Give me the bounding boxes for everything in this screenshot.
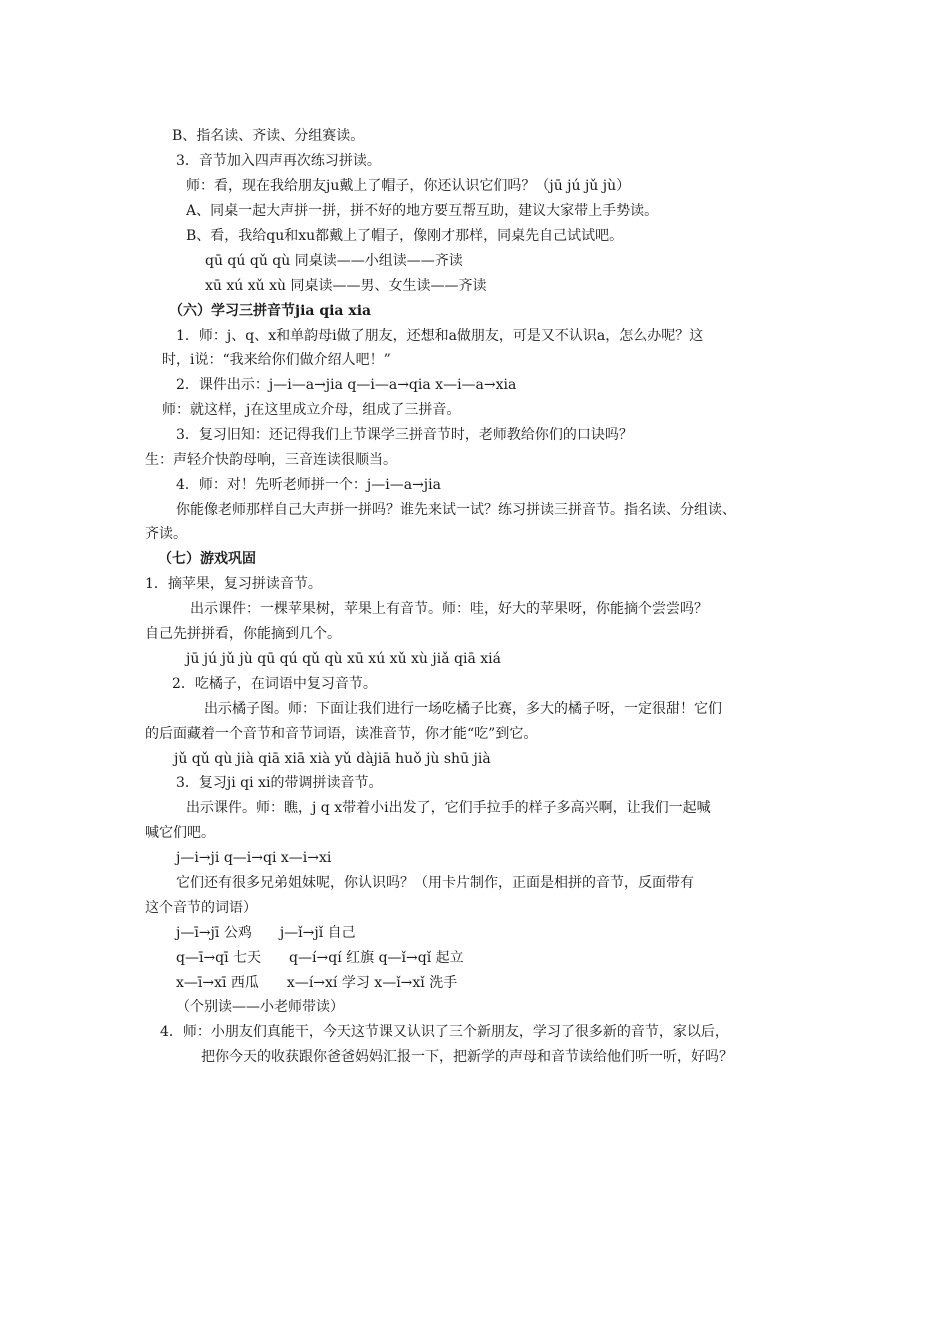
text-line: 把你今天的收获跟你爸爸妈妈汇报一下，把新学的声母和音节读给他们听一听，好吗？ [201, 1049, 733, 1065]
text-line: qū qú qǔ qù 同桌读——小组读——齐读 [205, 253, 463, 269]
text-line: 师：就这样，j在这里成立介母，组成了三拼音。 [162, 402, 461, 418]
text-line: j—i→ji q—i→qi x—i→xi [176, 850, 332, 866]
text-line: jū jú jǔ jù qū qú qǔ qù xū xú xǔ xù jiǎ qiā xiá [186, 651, 501, 667]
text-line: B、指名读、齐读、分组赛读。 [172, 128, 365, 144]
text-line: xū xú xǔ xù 同桌读——男、女生读——齐读 [205, 278, 487, 294]
text-line: （个别读——小老师带读） [176, 999, 344, 1015]
text-line: 出示橘子图。师：下面让我们进行一场吃橘子比赛，多大的橘子呀，一定很甜！它们 [204, 701, 722, 717]
text-line: 4．师：小朋友们真能干，今天这节课又认识了三个新朋友，学习了很多新的音节，家以后， [160, 1024, 729, 1040]
text-line: 时，i说：“我来给你们做介绍人吧！” [162, 352, 391, 368]
text-line: 3．复习旧知：还记得我们上节课学三拼音节时，老师教给你们的口诀吗？ [176, 427, 633, 443]
text-line: 2．吃橘子，在词语中复习音节。 [172, 676, 377, 692]
text-line: 3．音节加入四声再次练习拼读。 [176, 153, 381, 169]
text-line: 出示课件：一棵苹果树，苹果上有音节。师：哇，好大的苹果呀，你能摘个尝尝吗？ [190, 601, 708, 617]
text-line: 自己先拼拼看，你能摘到几个。 [145, 626, 341, 642]
text-line: A、同桌一起大声拼一拼，拼不好的地方要互帮互助，建议大家带上手势读。 [186, 203, 659, 219]
text-line: B、看，我给qu和xu都戴上了帽子，像刚才那样，同桌先自己试试吧。 [186, 228, 624, 244]
text-line: 4．师：对！先听老师拼一个：j—i—a→jia [176, 477, 441, 493]
section-heading: （七）游戏巩固 [158, 551, 256, 567]
text-line: 2．课件出示：j—i—a→jia q—i—a→qia x—i—a→xia [176, 377, 517, 393]
text-line: q—ī→qī 七天 q—í→qí 红旗 q—ǐ→qǐ 起立 [176, 950, 464, 966]
text-line: 齐读。 [145, 526, 187, 542]
text-line: 它们还有很多兄弟姐妹呢，你认识吗？（用卡片制作，正面是相拼的音节，反面带有 [176, 875, 694, 891]
text-line: 出示课件。师：瞧，j q x带着小i出发了，它们手拉手的样子多高兴啊，让我们一起喊 [186, 800, 711, 816]
text-line: 生：声轻介快韵母响，三音连读很顺当。 [145, 452, 397, 468]
text-line: x—ī→xī 西瓜 x—í→xí 学习 x—ǐ→xǐ 洗手 [176, 975, 458, 991]
section-heading: （六）学习三拼音节jia qia xia [169, 303, 372, 319]
text-line: 1．师：j、q、x和单韵母i做了朋友，还想和a做朋友，可是又不认识a，怎么办呢？这 [176, 328, 704, 344]
text-line: 的后面藏着一个音节和音节词语，读准音节，你才能“吃”到它。 [145, 726, 538, 742]
text-line: 这个音节的词语） [145, 900, 257, 916]
text-line: jǔ qǔ qù jià qiā xiā xià yǔ dàjiā huǒ jù shū jià [174, 751, 491, 767]
text-line: 1．摘苹果，复习拼读音节。 [145, 576, 322, 592]
text-line: 师：看，现在我给朋友ju戴上了帽子，你还认识它们吗？（jū jú jǔ jù） [186, 178, 631, 194]
text-line: 你能像老师那样自己大声拼一拼吗？谁先来试一试？练习拼读三拼音节。指名读、分组读、 [176, 502, 736, 518]
text-line: 3．复习ji qi xi的带调拼读音节。 [176, 775, 383, 791]
text-line: j—ī→jī 公鸡 j—ǐ→jǐ 自己 [176, 925, 356, 941]
text-line: 喊它们吧。 [145, 825, 215, 841]
